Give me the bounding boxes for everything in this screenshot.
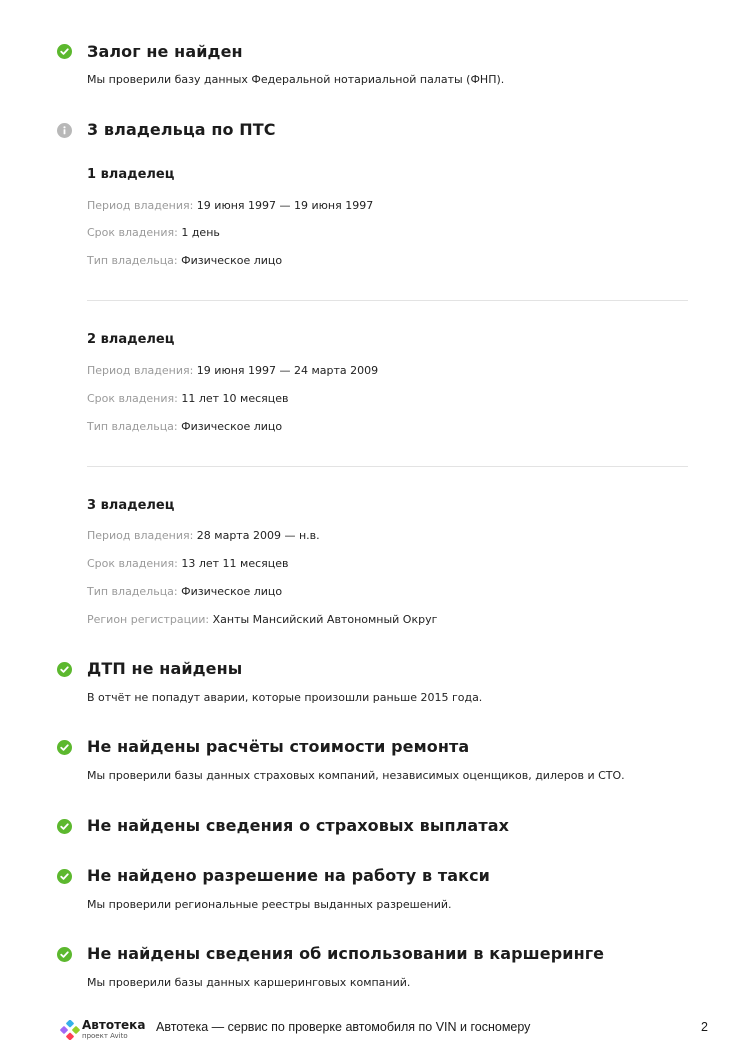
repairs-title: Не найдены расчёты стоимости ремонта [87,737,470,756]
type-label: Тип владельца: [87,254,178,267]
footer-text: Автотека — сервис по проверке автомобиля по VIN и госномеру [156,1020,531,1034]
period-value: 19 июня 1997 — 19 июня 1997 [196,199,374,212]
owner-3-term [87,557,289,570]
owner-3-period [87,529,320,542]
logo-name: Автотека [82,1018,146,1032]
term-label: Срок владения: [87,392,178,405]
owner-1-period [87,199,373,212]
autoteka-logo [60,1018,150,1042]
carsharing-description: Мы проверили базы данных каршеринговых компаний. [87,976,411,989]
owner-2-title: 2 владелец [87,332,175,347]
type-value: Физическое лицо [181,420,283,433]
check-icon [57,869,72,884]
divider [87,300,688,301]
page-number: 2 [701,1020,708,1034]
term-value: 11 лет 10 месяцев [181,392,289,405]
region-label: Регион регистрации: [87,613,210,626]
owner-1-type [87,254,282,267]
term-label: Срок владения: [87,226,178,239]
check-icon [57,740,72,755]
taxi-description: Мы проверили региональные реестры выданных разрешений. [87,898,452,911]
insurance-title: Не найдены сведения о страховых выплатах [87,816,510,835]
term-label: Срок владения: [87,557,178,570]
autoteka-logo-icon [60,1020,80,1040]
term-value: 1 день [181,226,220,239]
owners-title: 3 владельца по ПТС [87,120,276,139]
check-icon [57,662,72,677]
owner-3-title: 3 владелец [87,498,175,513]
owner-3-type [87,585,282,598]
divider [87,466,688,467]
owner-1-title: 1 владелец [87,167,175,182]
type-value: Физическое лицо [181,254,283,267]
owner-2-period [87,364,378,377]
check-icon [57,819,72,834]
taxi-title: Не найдено разрешение на работу в такси [87,866,490,885]
pledge-title: Залог не найден [87,42,243,61]
owner-2-type [87,420,282,433]
accidents-description: В отчёт не попадут аварии, которые произошли раньше 2015 года. [87,691,483,704]
period-value: 19 июня 1997 — 24 марта 2009 [196,364,379,377]
type-label: Тип владельца: [87,420,178,433]
check-icon [57,44,72,59]
owner-2-term [87,392,289,405]
type-value: Физическое лицо [181,585,283,598]
owner-1-term [87,226,220,239]
carsharing-title: Не найдены сведения об использовании в каршеринге [87,944,605,963]
period-value: 28 марта 2009 — н.в. [196,529,320,542]
check-icon [57,947,72,962]
info-icon [57,123,72,138]
accidents-title: ДТП не найдены [87,659,243,678]
pledge-description: Мы проверили базу данных Федеральной нотариальной палаты (ФНП). [87,73,505,86]
repairs-description: Мы проверили базы данных страховых компаний, независимых оценщиков, дилеров и СТО. [87,769,625,782]
type-label: Тип владельца: [87,585,178,598]
period-label: Период владения: [87,364,194,377]
term-value: 13 лет 11 месяцев [181,557,289,570]
period-label: Период владения: [87,529,194,542]
region-value: Ханты Мансийский Автономный Округ [212,613,438,626]
owner-3-region [87,613,437,626]
period-label: Период владения: [87,199,194,212]
logo-subtitle: проект Avito [82,1032,128,1040]
